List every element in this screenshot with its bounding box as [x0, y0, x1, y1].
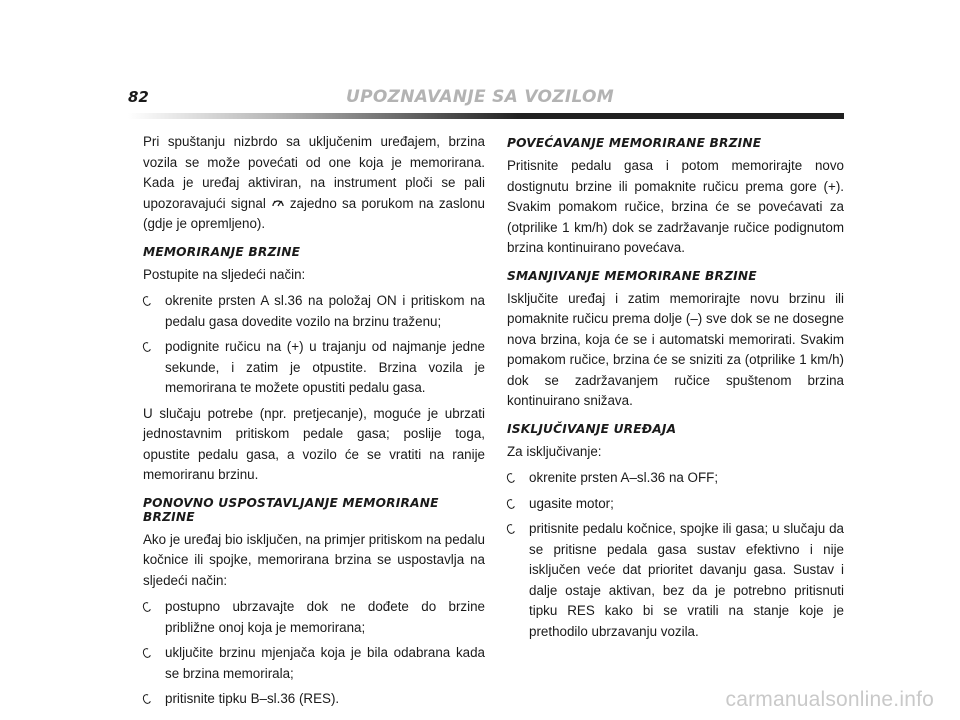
section-title: UPOZNAVANJE SA VOZILOM: [346, 87, 614, 107]
heading-ponovno-uspostavljanje: PONOVNO USPOSTAVLJANJE MEMORIRANE BRZINE: [143, 495, 439, 524]
memoriranje-list: [143, 291, 485, 399]
ponovno-list: [143, 597, 485, 710]
page-number: 82: [128, 88, 149, 106]
heading-memoriranje: MEMORIRANJE BRZINE: [143, 244, 301, 259]
list-item: ugasite motor;: [507, 494, 844, 515]
smanjivanje-text: Isključite uređaj i zatim memorirajte novu brzinu ili pomaknite ručicu prema dolje (–) sve dok se ne dosegne nova brzina, koja će se i automatski memorirati. Svakim pomakom ručice, brzina će se sniziti za (otprilike 1 km/h) dok se zadržavanjem ručice spuštenom brzina kontinuirano snižava.: [507, 290, 844, 408]
list-item: okrenite prsten A–sl.36 na OFF;: [507, 468, 844, 489]
bullet-icon: [142, 601, 153, 613]
list-item: podignite ručicu na (+) u trajanju od najmanje jedne sekunde, i zatim je otpustite. Brzina vozila je memorirana te možete opustiti pedalu gasa.: [143, 337, 485, 399]
povecavanje-text: Pritisnite pedalu gasa i potom memorirajte novo dostignutu brzine ili pomaknite ručicu prema gore (+). Svakim pomakom ručice, brzina će se povećavati za (otprilike 1 km/h) dok se zadržavanje ručice podignutom brzina kontinuirano povećava.: [507, 158, 844, 255]
bullet-icon: [142, 295, 153, 307]
bullet-icon: [142, 647, 153, 659]
list-item: okrenite prsten A sl.36 na položaj ON i pritiskom na pedalu gasa dovedite vozilo na brzinu traženu;: [143, 291, 485, 332]
bullet-icon: [142, 341, 153, 353]
list-item: postupno ubrzavajte dok ne dođete do brzine približne onoj koja je memorirana;: [143, 597, 485, 638]
watermark-link[interactable]: carmanualsonline.info: [725, 688, 934, 711]
iskljucivanje-list: [507, 468, 844, 642]
ponovno-intro: Ako je uređaj bio isključen, na primjer pritiskom na pedalu kočnice ili spojke, memorirana brzina se uspostavlja na sljedeći način:: [143, 531, 485, 588]
heading-povecavanje: POVEĆAVANJE MEMORIRANE BRZINE: [507, 136, 762, 150]
speedometer-warning-icon: [272, 194, 284, 215]
header-divider: [128, 113, 844, 119]
list-item: uključite brzinu mjenjača koja je bila odabrana kada se brzina memorirala;: [143, 643, 485, 684]
bullet-icon: [506, 523, 517, 535]
list-item: pritisnite pedalu kočnice, spojke ili gasa; u slučaju da se pritisne pedala gasa sustav efektivno i nije isključen veće dat prioritet davanju gasa. Sustav i dalje ostaje aktivan, bez da je potrebno pritisnuti tipku RES kako bi se vratili na stanje koje je prethodilo ubrzavanju vozila.: [507, 519, 844, 642]
bullet-icon: [506, 497, 517, 509]
memoriranje-note: U slučaju potrebe (npr. pretjecanje), moguće je ubrzati jednostavnim pritiskom pedale gasa; poslije toga, opustite pedalu gasa, a vozilo će se vratiti na ranije memoriranu brzinu.: [143, 405, 485, 482]
intro-paragraph: [143, 132, 485, 235]
intro-text-b: zajedno sa porukom na zaslonu (gdje je opremljeno).: [143, 195, 485, 231]
left-column: [143, 132, 485, 715]
memoriranje-intro: Postupite na sljedeći način:: [143, 266, 306, 282]
heading-iskljucivanje: ISKLJUČIVANJE UREĐAJA: [507, 421, 677, 436]
iskljucivanje-intro: Za isključivanje:: [507, 443, 602, 459]
intro-text-a: Pri spuštanju nizbrdo sa uključenim uređajem, brzina vozila se može povećati od one koja je memorirana. Kada je uređaj aktiviran, na instrument ploči se pali upozoravajući signal: [143, 134, 485, 211]
list-item: pritisnite tipku B–sl.36 (RES).: [143, 689, 485, 710]
bullet-icon: [142, 693, 153, 705]
bullet-icon: [506, 472, 517, 484]
right-column: [507, 132, 844, 647]
heading-smanjivanje: SMANJIVANJE MEMORIRANE BRZINE: [507, 268, 757, 283]
